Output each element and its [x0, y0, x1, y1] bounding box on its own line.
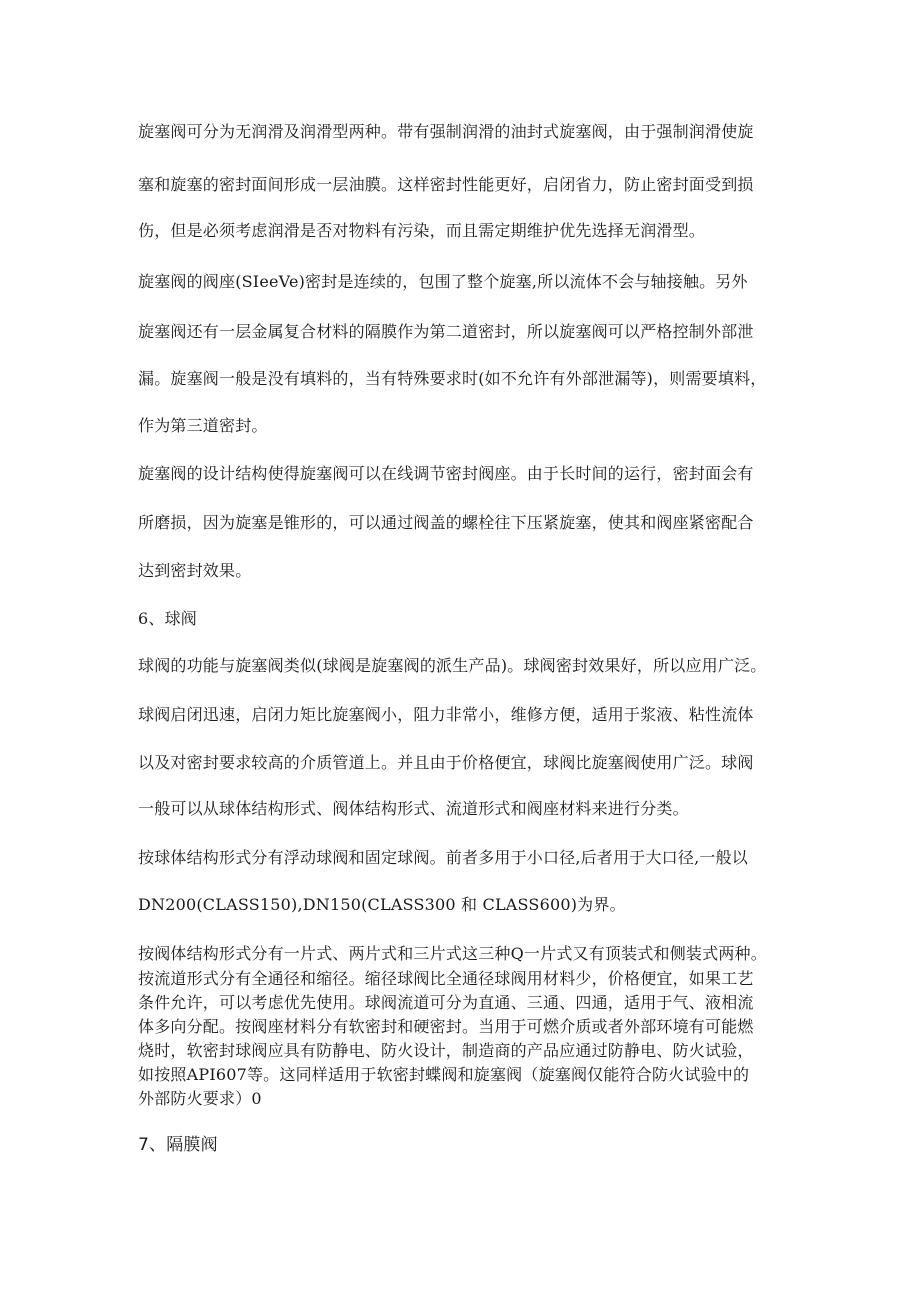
paragraph-6-line-1: 按阀体结构形式分有一片式、两片式和三片式这三种Q一片式又有顶装式和侧装式两种。 [138, 944, 767, 963]
paragraph-6-line-2: 按流道形式分有全通径和缩径。缩径球阀比全通径球阀用材料少，价格便宜，如果工艺 [138, 969, 754, 988]
paragraph-6-line-4: 体多向分配。按阀座材料分有软密封和硬密封。当用于可燃介质或者外部环境有可能燃 [138, 1017, 754, 1036]
paragraph-6-line-6: 如按照API607等。这同样适用于软密封蝶阀和旋塞阀（旋塞阀仅能符合防火试验中的 [138, 1065, 750, 1084]
paragraph-5-line-2: DN200(CLASS150),DN150(CLASS300 和 CLASS600)为界。 [138, 895, 626, 914]
section-heading-ball-valve: 6、球阀 [138, 609, 197, 628]
paragraph-3-line-3: 达到密封效果。 [138, 561, 252, 580]
paragraph-2-line-3: 漏。旋塞阀一般是没有填料的，当有特殊要求时(如不允许有外部泄漏等)，则需要填料， [138, 369, 767, 388]
paragraph-2-line-4: 作为第三道密封。 [138, 416, 268, 435]
paragraph-2-line-2: 旋塞阀还有一层金属复合材料的隔膜作为第二道密封，所以旋塞阀可以严格控制外部泄 [138, 322, 754, 341]
paragraph-1-line-2: 塞和旋塞的密封面间形成一层油膜。这样密封性能更好，启闭省力，防止密封面受到损 [138, 175, 754, 194]
paragraph-1-line-1: 旋塞阀可分为无润滑及润滑型两种。带有强制润滑的油封式旋塞阀，由于强制润滑使旋 [138, 122, 754, 141]
paragraph-3-line-1: 旋塞阀的设计结构使得旋塞阀可以在线调节密封阀座。由于长时间的运行，密封面会有 [138, 464, 754, 483]
paragraph-5-line-1: 按球体结构形式分有浮动球阀和固定球阀。前者多用于小口径,后者用于大口径,一般以 [138, 848, 748, 867]
paragraph-6-line-3: 条件允许，可以考虑优先使用。球阀流道可分为直通、三通、四通，适用于气、液相流 [138, 993, 754, 1012]
paragraph-1-line-3: 伤，但是必须考虑润滑是否对物料有污染，而且需定期维护优先选择无润滑型。 [138, 221, 706, 240]
paragraph-4-line-1: 球阀的功能与旋塞阀类似(球阀是旋塞阀的派生产品)。球阀密封效果好，所以应用广泛。 [138, 656, 767, 675]
paragraph-4-line-3: 以及对密封要求较高的介质管道上。并且由于价格便宜，球阀比旋塞阀使用广泛。球阀 [138, 753, 754, 772]
paragraph-4-line-2: 球阀启闭迅速，启闭力矩比旋塞阀小，阻力非常小，维修方便，适用于浆液、粘性流体 [138, 705, 754, 724]
paragraph-4-line-4: 一般可以从球体结构形式、阀体结构形式、流道形式和阀座材料来进行分类。 [138, 799, 689, 818]
paragraph-3-line-2: 所磨损，因为旋塞是锥形的，可以通过阀盖的螺栓往下压紧旋塞，使其和阀座紧密配合 [138, 513, 754, 532]
paragraph-6-line-5: 烧时，软密封球阀应具有防静电、防火设计，制造商的产品应通过防静电、防火试验， [138, 1041, 754, 1060]
paragraph-2-line-1: 旋塞阀的阀座(SIeeVe)密封是连续的，包围了整个旋塞,所以流体不会与轴接触。另外 [138, 272, 748, 291]
paragraph-6-line-7: 外部防火要求）0 [138, 1089, 262, 1108]
section-heading-diaphragm-valve: 7、隔膜阀 [138, 1135, 218, 1155]
